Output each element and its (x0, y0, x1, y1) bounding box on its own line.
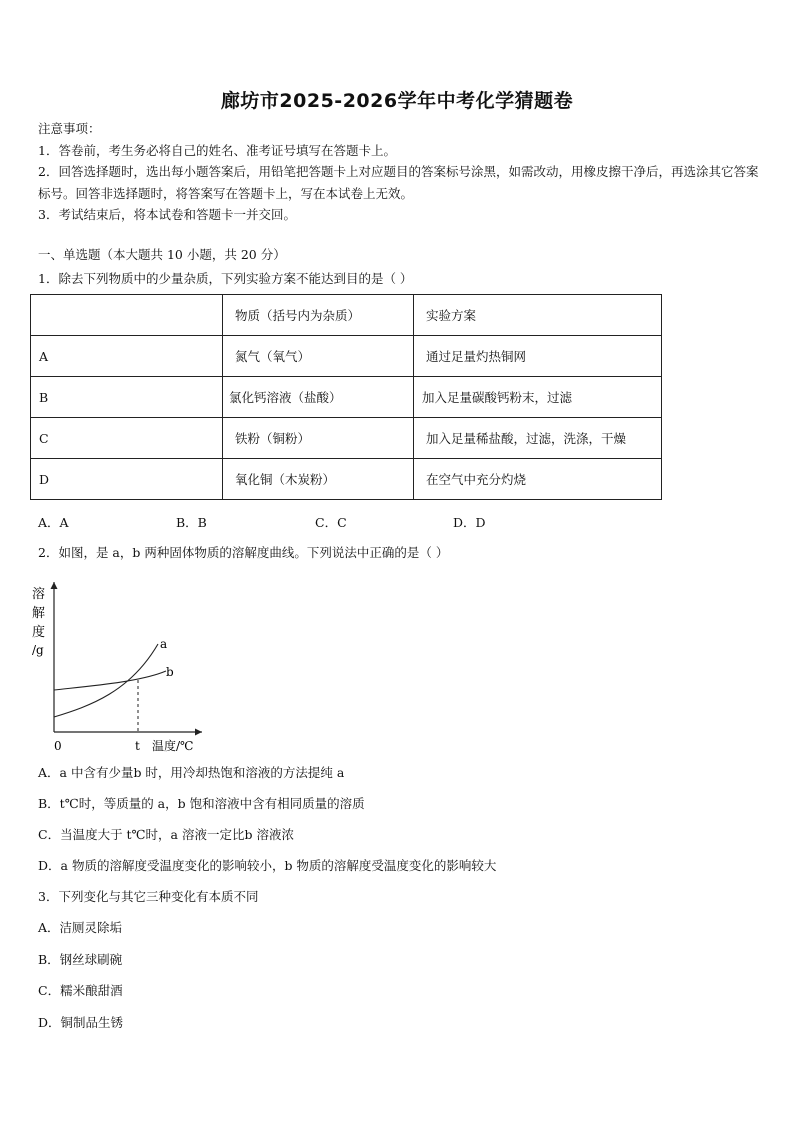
notes-block (38, 118, 760, 226)
curve-b (54, 671, 166, 690)
table-cell: A (31, 336, 223, 377)
table-row (31, 377, 662, 418)
table-cell: 氮气（氧气） (223, 336, 414, 377)
y-label-4: /g (32, 643, 44, 657)
table-cell: 加入足量稀盐酸，过滤，洗涤，干燥 (414, 418, 662, 459)
table-header-row (31, 295, 662, 336)
y-label-1: 溶 (32, 587, 46, 602)
table-cell: 氯化钙溶液（盐酸） (223, 377, 414, 418)
table-cell: 实验方案 (414, 295, 662, 336)
q2-option-a: A．a 中含有少量b 时，用冷却热饱和溶液的方法提纯 a (38, 765, 345, 780)
table-cell: D (31, 459, 223, 500)
page-title: 廊坊市2025-2026学年中考化学猜题卷 (220, 90, 574, 112)
t-label: t (135, 739, 140, 753)
table-cell: 物质（括号内为杂质） (223, 295, 414, 336)
table-cell: C (31, 418, 223, 459)
solubility-graph (30, 574, 220, 758)
table-cell: 氧化铜（木炭粉） (223, 459, 414, 500)
table-cell: 通过足量灼热铜网 (414, 336, 662, 377)
y-label-2: 解 (32, 606, 46, 621)
q3-option-b: B．钢丝球刷碗 (38, 952, 123, 967)
table-cell: 铁粉（铜粉） (223, 418, 414, 459)
q2-stem: 2．如图，是 a，b 两种固体物质的溶解度曲线。下列说法中正确的是（ ） (38, 545, 449, 560)
notes-item-3: 3．考试结束后，将本试卷和答题卡一并交回。 (38, 207, 296, 222)
q3-stem: 3．下列变化与其它三种变化有本质不同 (38, 889, 259, 904)
q1-option-d: D．D (453, 515, 486, 530)
q1-option-c: C．C (315, 515, 347, 530)
q3-option-d: D．铜制品生锈 (38, 1015, 124, 1030)
table-cell: 在空气中充分灼烧 (414, 459, 662, 500)
table-cell (31, 295, 223, 336)
q1-option-a: A．A (38, 515, 69, 530)
notes-item-2: 2．回答选择题时，选出每小题答案后，用铅笔把答题卡上对应题目的答案标号涂黑，如需改动，用橡皮擦干净后，再选涂其它答案标号。回答非选择题时，将答案写在答题卡上，写在本试卷上无效。 (38, 164, 759, 201)
origin-label: 0 (54, 739, 62, 753)
q3-option-c: C．糯米酿甜酒 (38, 983, 123, 998)
q2-option-b: B．t℃时，等质量的 a，b 饱和溶液中含有相同质量的溶质 (38, 796, 365, 811)
section-heading: 一、单选题（本大题共 10 小题，共 20 分） (38, 247, 286, 262)
table-row (31, 459, 662, 500)
y-label-3: 度 (32, 625, 46, 640)
q3-option-a: A．洁厕灵除垢 (38, 920, 123, 935)
q1-table (30, 294, 662, 500)
table-row (31, 336, 662, 377)
table-cell: B (31, 377, 223, 418)
q2-option-c: C．当温度大于 t℃时，a 溶液一定比b 溶液浓 (38, 827, 294, 842)
notes-heading: 注意事项： (38, 121, 101, 136)
curve-b-label: b (166, 665, 174, 679)
notes-item-1: 1．答卷前，考生务必将自己的姓名、准考证号填写在答题卡上。 (38, 142, 396, 158)
table-cell: 加入足量碳酸钙粉末，过滤 (414, 377, 662, 418)
q1-options (0, 513, 794, 533)
q1-option-b: B．B (176, 515, 207, 530)
q2-option-d: D．a 物质的溶解度受温度变化的影响较小，b 物质的溶解度受温度变化的影响较大 (38, 858, 497, 873)
table-row (31, 418, 662, 459)
curve-a (54, 644, 158, 717)
q1-stem: 1．除去下列物质中的少量杂质，下列实验方案不能达到目的是（ ） (38, 271, 413, 286)
x-axis-label: 温度/℃ (152, 739, 194, 753)
curve-a-label: a (160, 637, 168, 651)
